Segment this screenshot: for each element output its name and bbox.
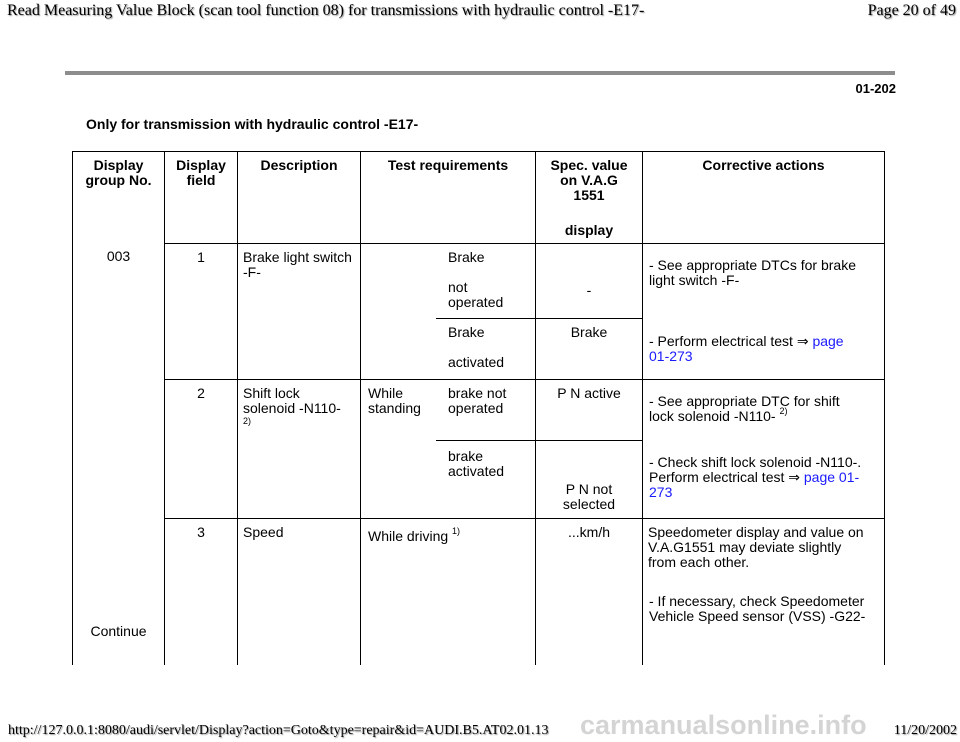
header-row-divider [164,243,885,244]
row2-field: 2 [197,385,205,401]
row2-spec-not-selected: P N not selected [562,481,616,512]
arrow-icon: ⇒ [796,333,809,349]
row-divider [164,379,885,380]
column-divider [164,151,165,665]
row1-description: Brake light switch -F- [243,249,352,280]
row1-test-not-operated: Brake not operated [448,249,504,310]
row2-action-see-dtc: - See appropriate DTC for shift lock solenoid -N110- $^{2)}$ [649,393,840,424]
link-page-01-273-cont[interactable]: 01-273 [649,348,693,364]
document-title: Read Measuring Value Block (scan tool function 08) for transmissions with hydraulic control -E17- [7,2,645,19]
row3-test-while-driving: While driving $^{1)}$ [368,526,461,544]
sub-row-divider [436,440,642,441]
row1-test-activated: Brake activated [448,324,505,370]
document-number: 01-202 [855,81,896,96]
page-indicator: Page 20 of 49 [867,2,956,19]
table-border-top [72,151,885,152]
row2-description: Shift lock solenoid -N110- 2) [243,385,341,426]
header-display-field: Display field [176,157,226,188]
link-page-01-273-cont[interactable]: 273 [649,484,673,500]
column-divider [237,151,238,665]
arrow-icon: ⇒ [788,469,800,485]
row1-spec-not-operated: - [586,282,592,298]
column-divider [360,151,361,665]
row3-action-check-vss: - If necessary, check Speedometer Vehicle Speed sensor (VSS) -G22- [649,593,866,624]
row2-action-check-solenoid: - Check shift lock solenoid -N110-. Perform electrical test ⇒ page 01- 273 [649,455,881,500]
sub-row-divider [436,318,642,319]
header-corrective-actions: Corrective actions [702,157,825,173]
row2-condition: While standing [368,385,421,416]
header-rule [65,71,895,75]
row1-spec-activated: Brake [570,324,608,340]
row3-action-deviation: Speedometer display and value on V.A.G1551 may deviate slightly from each other. [648,524,864,570]
link-page-01-273[interactable]: page 01- [803,469,860,485]
section-subtitle: Only for transmission with hydraulic control -E17- [86,116,419,132]
row3-field: 3 [197,524,205,540]
row2-test-not-operated: brake not operated [448,385,507,416]
footer-url[interactable]: http://127.0.0.1:8080/audi/servlet/Display?action=Goto&type=repair&id=AUDI.B5.AT02.01.13 [8,723,549,738]
table-border-right [884,151,885,665]
link-page-01-273[interactable]: page [812,333,844,349]
row2-test-activated: brake activated [448,448,505,479]
continue-label: Continue [90,623,147,639]
row1-action-see-dtcs: - See appropriate DTCs for brake light switch -F- [649,257,856,288]
header-test-requirements: Test requirements [387,157,509,173]
header-description: Description [260,157,338,173]
group-number: 003 [106,248,131,264]
header-group-no: Display group No. [85,157,152,188]
row1-field: 1 [197,249,205,265]
table-border-left [72,151,73,665]
row-divider [164,518,885,519]
footer-date: 11/20/2002 [893,723,957,738]
row1-action-electrical-test: - Perform electrical test ⇒ page 01-273 [649,334,881,364]
header-spec-value: Spec. value on V.A.G 1551 display [550,157,628,238]
watermark-logo: carmanualsonline.info [580,710,867,740]
row2-spec-active: P N active [557,385,621,401]
column-divider [642,151,643,665]
row3-spec-speed: ...km/h [567,524,610,540]
row3-description: Speed [243,524,284,540]
